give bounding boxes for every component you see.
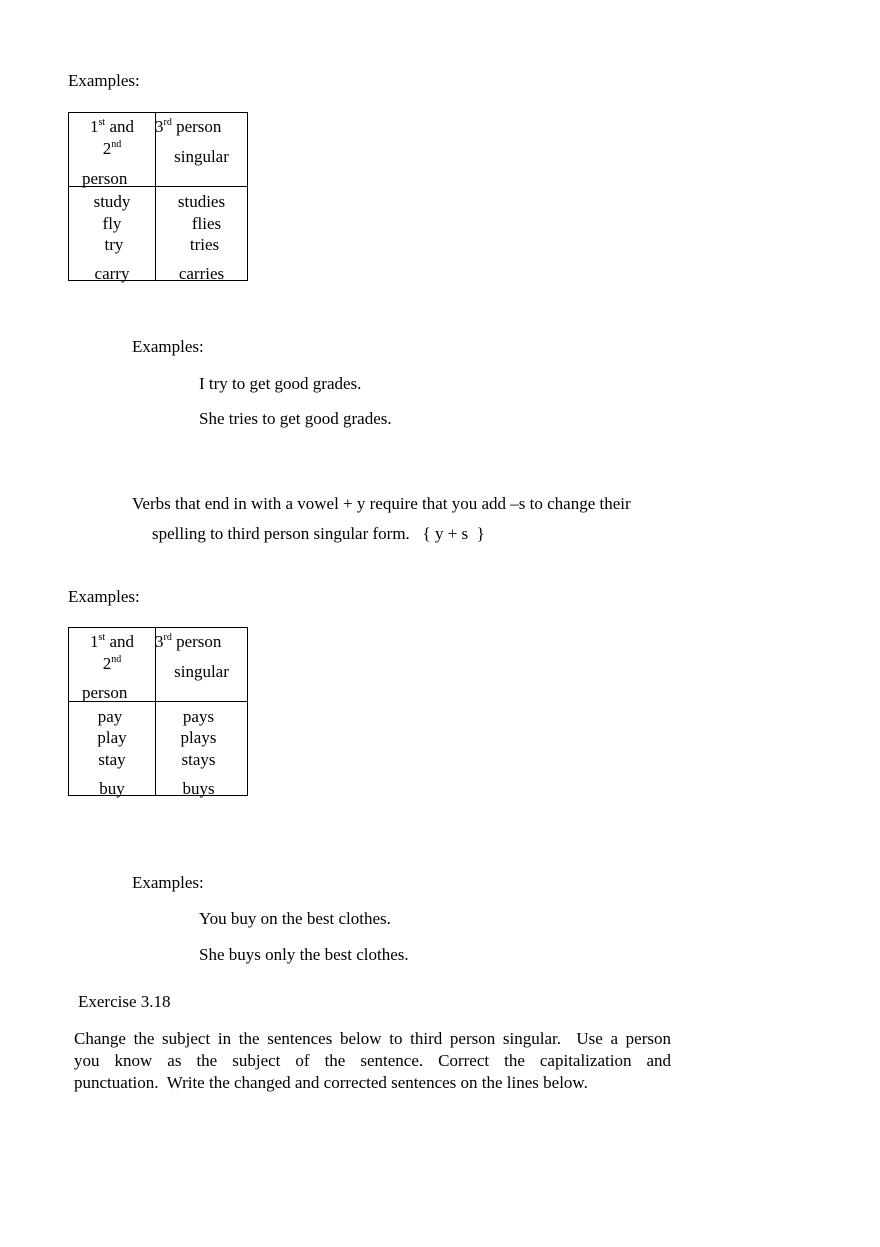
table-cell-base: pay — [97, 707, 123, 726]
col2-header-line1: 3rd person — [155, 117, 222, 136]
col1-header-line1: 1st and — [90, 117, 134, 136]
examples-label: Examples: — [68, 587, 140, 606]
examples-label: Examples: — [132, 873, 204, 892]
instruction-line: punctuation. Write the changed and corrected sentences on the lines below. — [74, 1073, 588, 1092]
conjugation-table-y-to-ies — [68, 112, 248, 281]
exercise-instructions — [74, 1028, 671, 1094]
table-cell-base: study — [93, 192, 131, 211]
table-cell-third: carries — [178, 264, 225, 283]
table-cell-third: flies — [191, 214, 222, 233]
table-cell-base: stay — [98, 750, 126, 769]
col1-header-line2: 2nd — [102, 139, 122, 158]
table-cell-base: play — [97, 728, 127, 747]
conjugation-table-y-plus-s — [68, 627, 248, 796]
table-cell-base: fly — [102, 214, 122, 233]
table-cell-third: tries — [189, 235, 220, 254]
instruction-line: Change the subject in the sentences below to third person singular. Use a person — [74, 1029, 671, 1048]
instruction-line: you know as the subject of the sentence. Correct the capitalization and — [74, 1051, 671, 1070]
example-sentence: She buys only the best clothes. — [199, 945, 409, 964]
col2-header-line1: 3rd person — [155, 632, 222, 651]
rule-text-line1: Verbs that end in with a vowel + y require that you add –s to change their — [132, 494, 631, 513]
table-cell-third: stays — [181, 750, 216, 769]
table-cell-third: buys — [182, 779, 215, 798]
col1-header-line3: person — [82, 169, 128, 188]
example-sentence: She tries to get good grades. — [199, 409, 392, 428]
col1-header-line2: 2nd — [102, 654, 122, 673]
col1-header-line3: person — [82, 683, 128, 702]
table-cell-base: buy — [99, 779, 125, 798]
table-cell-base: carry — [94, 264, 130, 283]
examples-label: Examples: — [68, 71, 140, 90]
example-sentence: You buy on the best clothes. — [199, 909, 391, 928]
rule-text-line2: spelling to third person singular form. { y + s } — [152, 524, 485, 543]
examples-label: Examples: — [132, 337, 204, 356]
col2-header-line2: singular — [174, 147, 229, 166]
table-cell-third: plays — [180, 728, 217, 747]
exercise-title: Exercise 3.18 — [78, 992, 171, 1011]
example-sentence: I try to get good grades. — [199, 374, 362, 393]
col2-header-line2: singular — [174, 662, 229, 681]
col1-header-line1: 1st and — [90, 632, 134, 651]
table-cell-third: studies — [177, 192, 226, 211]
table-cell-third: pays — [182, 707, 215, 726]
table-cell-base: try — [104, 235, 124, 254]
